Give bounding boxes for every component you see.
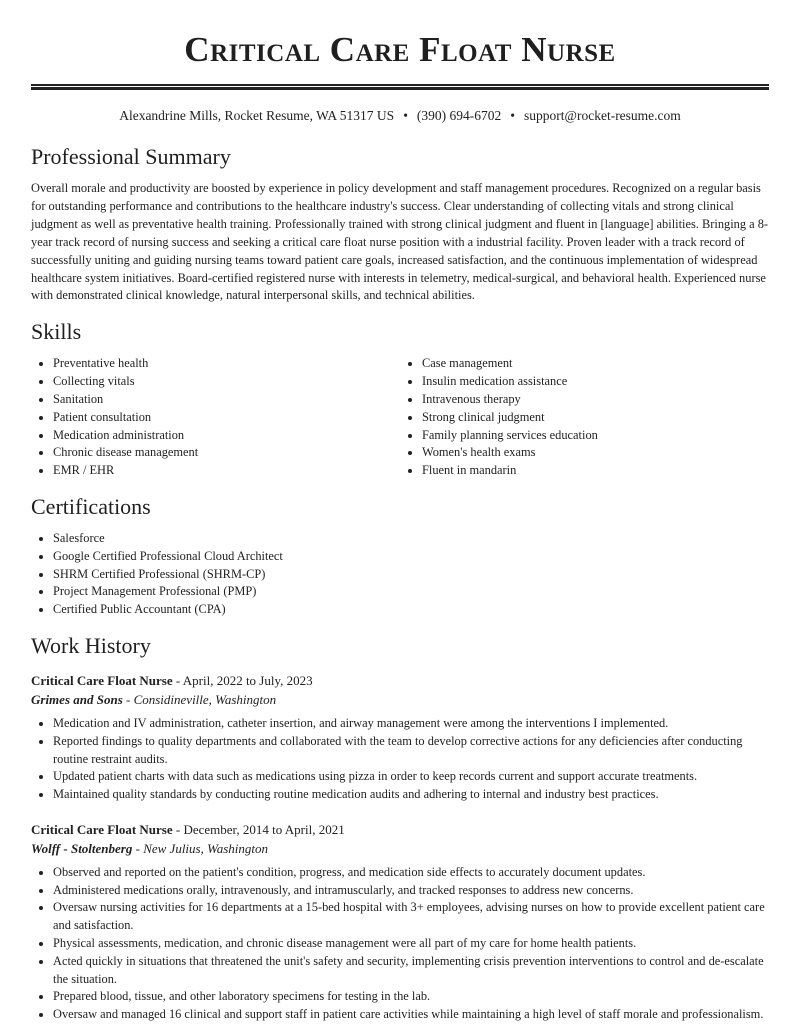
job-bullet: • Prepared blood, tissue, and other laboratory specimens for testing in the lab. (53, 988, 769, 1006)
section-heading-work-history: Work History (31, 632, 151, 658)
job-company-line (31, 839, 769, 858)
certification-item: • Salesforce (53, 530, 769, 548)
contact-address: Alexandrine Mills, Rocket Resume, WA 51317 US (119, 108, 395, 123)
skill-item: • Insulin medication assistance (422, 373, 769, 391)
header-divider (31, 84, 769, 90)
job-bullet: • Oversaw and managed 16 clinical and support staff in patient care activities while maintaining a high level of staff morale and professionalism. (53, 1006, 769, 1024)
skill-item: • Intravenous therapy (422, 391, 769, 409)
skills-list-left (31, 355, 400, 480)
job-title: Critical Care Float Nurse (31, 821, 173, 837)
skill-item: • Women's health exams (422, 444, 769, 462)
job-bullet: • Reported findings to quality departments and collaborated with the team to develop corrective actions for any deficiencies after conducting routine restraint audits. (53, 733, 769, 769)
skill-item: • Chronic disease management (53, 444, 400, 462)
job-title-line (31, 820, 769, 839)
job-entry (31, 671, 769, 804)
skill-item: • Strong clinical judgment (422, 409, 769, 427)
job-entry (31, 820, 769, 1024)
certification-item: • Certified Public Accountant (CPA) (53, 601, 769, 619)
job-bullet: • Updated patient charts with data such as medications using pizza in order to keep records current and support accurate treatments. (53, 768, 769, 786)
job-location: - New Julius, Washington (132, 840, 269, 856)
section-heading-summary: Professional Summary (31, 144, 231, 169)
section-heading-certifications: Certifications (31, 493, 151, 519)
skills-section (31, 319, 769, 480)
certifications-section (31, 494, 769, 619)
job-bullets (31, 715, 769, 804)
job-bullet: • Physical assessments, medication, and chronic disease management were all part of my care for home health patients. (53, 935, 769, 953)
job-bullet: • Medication and IV administration, catheter insertion, and airway management were among the interventions I implemented. (53, 715, 769, 733)
skill-item: • Case management (422, 355, 769, 373)
job-dates: - December, 2014 to April, 2021 (172, 821, 345, 837)
job-bullet: • Observed and reported on the patient's condition, progress, and medication side effects to accurately document updates. (53, 864, 769, 882)
skills-list-right (400, 355, 769, 480)
skill-item: • EMR / EHR (53, 462, 400, 480)
candidate-name: Critical Care Float Nurse (184, 30, 616, 69)
skills-columns (31, 355, 769, 480)
job-title-line (31, 671, 769, 690)
job-company: Wolff - Stoltenberg (31, 840, 133, 856)
job-bullet: • Administered medications orally, intravenously, and intramuscularly, and tracked responses to address new concerns. (53, 882, 769, 900)
skill-item: • Medication administration (53, 427, 400, 445)
contact-line (31, 108, 769, 124)
skill-item: • Sanitation (53, 391, 400, 409)
contact-phone[interactable]: (390) 694-6702 (416, 108, 502, 123)
job-bullet: • Maintained quality standards by conducting routine medication audits and adhering to internal and industry best practices. (53, 786, 769, 804)
section-heading-skills: Skills (31, 319, 82, 345)
work-history-section (31, 633, 769, 1024)
certification-item: • SHRM Certified Professional (SHRM-CP) (53, 566, 769, 584)
contact-separator: • (403, 108, 408, 123)
skill-item: • Family planning services education (422, 427, 769, 445)
job-bullet: • Oversaw nursing activities for 16 departments at a 15-bed hospital with 3+ employees, advising nurses on how to provide excellent patient care and satisfaction. (53, 899, 769, 935)
skill-item: • Preventative health (53, 355, 400, 373)
job-title: Critical Care Float Nurse (31, 672, 173, 688)
skill-item: • Patient consultation (53, 409, 400, 427)
certification-item: • Project Management Professional (PMP) (53, 583, 769, 601)
contact-email[interactable]: support@rocket-resume.com (524, 108, 681, 123)
job-company-line (31, 690, 769, 709)
skill-item: • Collecting vitals (53, 373, 400, 391)
skill-item: • Fluent in mandarin (422, 462, 769, 480)
summary-paragraph: Overall morale and productivity are boosted by experience in policy development and staff management procedures. Recognized on a regular basis for outstanding performance and contributions to the healthcare industry's success. Clear understanding of collecting vitals and strong clinical judgment as well as preventative health training. Professionally trained with strong clinical judgment and fluent in [language] abilities. Bringing a 8-year track record of nursing success and seeking a critical care float nurse position with a industrial facility. Proven leader with a track record of successfully uniting and guiding nursing teams toward patient care goals, increased satisfaction, and the continuous implementation of widespread healthcare system initiatives. Board-certified registered nurse with interests in telemetry, medical-surgical, and behavioral health. Experienced nurse with demonstrated clinical knowledge, natural interpersonal skills, and technical abilities. (31, 181, 769, 303)
job-company: Grimes and Sons (31, 691, 123, 707)
certifications-list (31, 530, 769, 619)
certification-item: • Google Certified Professional Cloud Architect (53, 548, 769, 566)
job-dates: - April, 2022 to July, 2023 (172, 672, 313, 688)
job-location: - Considineville, Washington (122, 691, 277, 707)
professional-summary-section (31, 144, 769, 305)
contact-separator: • (510, 108, 516, 123)
job-bullets (31, 864, 769, 1024)
job-bullet: • Acted quickly in situations that threatened the unit's safety and security, implementing crisis prevention interventions to control and de-escalate the situation. (53, 953, 769, 989)
